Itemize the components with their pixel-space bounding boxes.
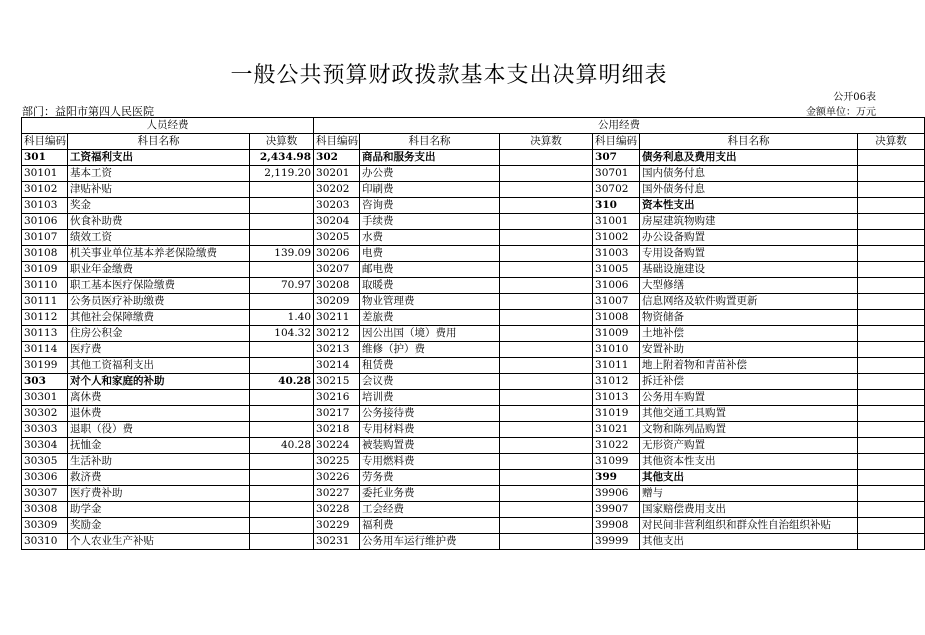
amount-cell — [858, 422, 925, 438]
name-cell: 物资储备 — [640, 310, 858, 326]
code-cell: 30307 — [22, 486, 68, 502]
code-cell: 30112 — [22, 310, 68, 326]
col-header-amount: 决算数 — [250, 134, 314, 150]
amount-cell — [500, 486, 593, 502]
amount-cell — [500, 534, 593, 550]
name-cell: 工资福利支出 — [68, 150, 250, 166]
code-cell: 31005 — [593, 262, 640, 278]
amount-cell — [500, 502, 593, 518]
name-cell: 其他交通工具购置 — [640, 406, 858, 422]
amount-cell — [500, 182, 593, 198]
code-cell: 31001 — [593, 214, 640, 230]
amount-cell — [500, 470, 593, 486]
name-cell: 国家赔偿费用支出 — [640, 502, 858, 518]
amount-cell — [858, 518, 925, 534]
code-cell: 30106 — [22, 214, 68, 230]
amount-cell — [500, 326, 593, 342]
col-header-amount: 决算数 — [858, 134, 925, 150]
code-cell: 30217 — [314, 406, 360, 422]
name-cell: 其他支出 — [640, 534, 858, 550]
expenditure-table — [21, 117, 925, 550]
name-cell: 专用设备购置 — [640, 246, 858, 262]
name-cell: 绩效工资 — [68, 230, 250, 246]
amount-cell — [500, 294, 593, 310]
amount-cell — [858, 310, 925, 326]
amount-cell: 1.40 — [250, 310, 314, 326]
code-cell: 30102 — [22, 182, 68, 198]
amount-cell — [500, 454, 593, 470]
code-cell: 31021 — [593, 422, 640, 438]
code-cell: 39999 — [593, 534, 640, 550]
amount-cell — [858, 390, 925, 406]
code-cell: 399 — [593, 470, 640, 486]
table-row — [22, 166, 925, 182]
code-cell: 30226 — [314, 470, 360, 486]
name-cell: 奖励金 — [68, 518, 250, 534]
code-cell: 39908 — [593, 518, 640, 534]
name-cell: 公务用车购置 — [640, 390, 858, 406]
code-cell: 31019 — [593, 406, 640, 422]
code-cell: 30306 — [22, 470, 68, 486]
amount-cell — [858, 454, 925, 470]
code-cell: 30227 — [314, 486, 360, 502]
unit-label: 金额单位：万元 — [806, 107, 876, 118]
table-tag: 公开06表 — [833, 92, 876, 103]
code-cell: 30212 — [314, 326, 360, 342]
table-row — [22, 182, 925, 198]
table-row — [22, 422, 925, 438]
name-cell: 住房公积金 — [68, 326, 250, 342]
amount-cell — [500, 422, 593, 438]
amount-cell — [500, 518, 593, 534]
amount-cell — [500, 438, 593, 454]
amount-cell — [858, 326, 925, 342]
code-cell: 30216 — [314, 390, 360, 406]
code-cell: 31012 — [593, 374, 640, 390]
name-cell: 安置补助 — [640, 342, 858, 358]
table-row — [22, 246, 925, 262]
amount-cell — [500, 390, 593, 406]
name-cell: 其他支出 — [640, 470, 858, 486]
table-row — [22, 438, 925, 454]
code-cell: 31009 — [593, 326, 640, 342]
code-cell: 30114 — [22, 342, 68, 358]
amount-cell: 70.97 — [250, 278, 314, 294]
name-cell: 电费 — [360, 246, 500, 262]
name-cell: 个人农业生产补贴 — [68, 534, 250, 550]
page-title: 一般公共预算财政拨款基本支出决算明细表 — [230, 63, 668, 88]
amount-cell — [858, 262, 925, 278]
table-row — [22, 374, 925, 390]
name-cell: 办公费 — [360, 166, 500, 182]
name-cell: 办公设备购置 — [640, 230, 858, 246]
name-cell: 拆迁补偿 — [640, 374, 858, 390]
code-cell: 30224 — [314, 438, 360, 454]
code-cell: 30215 — [314, 374, 360, 390]
name-cell: 救济费 — [68, 470, 250, 486]
table-row — [22, 214, 925, 230]
amount-cell — [500, 278, 593, 294]
col-header-code: 科目编码 — [22, 134, 68, 150]
amount-cell — [250, 486, 314, 502]
name-cell: 国外债务付息 — [640, 182, 858, 198]
name-cell: 公务用车运行维护费 — [360, 534, 500, 550]
table-row — [22, 518, 925, 534]
name-cell: 公务员医疗补助缴费 — [68, 294, 250, 310]
table-row — [22, 486, 925, 502]
name-cell: 债务利息及费用支出 — [640, 150, 858, 166]
amount-cell — [250, 406, 314, 422]
name-cell: 手续费 — [360, 214, 500, 230]
amount-cell — [858, 534, 925, 550]
amount-cell — [858, 502, 925, 518]
code-cell: 302 — [314, 150, 360, 166]
code-cell: 39907 — [593, 502, 640, 518]
amount-cell — [250, 182, 314, 198]
amount-cell — [250, 214, 314, 230]
code-cell: 30207 — [314, 262, 360, 278]
code-cell: 30229 — [314, 518, 360, 534]
name-cell: 基本工资 — [68, 166, 250, 182]
code-cell: 39906 — [593, 486, 640, 502]
name-cell: 水费 — [360, 230, 500, 246]
amount-cell — [500, 214, 593, 230]
code-cell: 30204 — [314, 214, 360, 230]
code-cell: 30310 — [22, 534, 68, 550]
name-cell: 资本性支出 — [640, 198, 858, 214]
amount-cell — [858, 438, 925, 454]
table-row — [22, 294, 925, 310]
name-cell: 工会经费 — [360, 502, 500, 518]
amount-cell: 2,434.98 — [250, 150, 314, 166]
code-cell: 30302 — [22, 406, 68, 422]
amount-cell — [250, 230, 314, 246]
amount-cell: 139.09 — [250, 246, 314, 262]
amount-cell: 104.32 — [250, 326, 314, 342]
name-cell: 其他工资福利支出 — [68, 358, 250, 374]
amount-cell — [250, 422, 314, 438]
code-cell: 31003 — [593, 246, 640, 262]
name-cell: 被装购置费 — [360, 438, 500, 454]
amount-cell — [250, 454, 314, 470]
code-cell: 31010 — [593, 342, 640, 358]
table-row — [22, 534, 925, 550]
amount-cell — [250, 262, 314, 278]
name-cell: 其他社会保障缴费 — [68, 310, 250, 326]
name-cell: 无形资产购置 — [640, 438, 858, 454]
name-cell: 津贴补贴 — [68, 182, 250, 198]
name-cell: 文物和陈列品购置 — [640, 422, 858, 438]
amount-cell — [858, 198, 925, 214]
name-cell: 会议费 — [360, 374, 500, 390]
name-cell: 基础设施建设 — [640, 262, 858, 278]
name-cell: 因公出国（境）费用 — [360, 326, 500, 342]
table-row — [22, 406, 925, 422]
name-cell: 土地补偿 — [640, 326, 858, 342]
amount-cell — [500, 166, 593, 182]
group-header-personnel: 人员经费 — [22, 118, 314, 134]
name-cell: 培训费 — [360, 390, 500, 406]
code-cell: 30111 — [22, 294, 68, 310]
amount-cell: 2,119.20 — [250, 166, 314, 182]
code-cell: 30701 — [593, 166, 640, 182]
table-row — [22, 326, 925, 342]
name-cell: 医疗费补助 — [68, 486, 250, 502]
col-header-code: 科目编码 — [314, 134, 360, 150]
code-cell: 30218 — [314, 422, 360, 438]
name-cell: 维修（护）费 — [360, 342, 500, 358]
table-row — [22, 230, 925, 246]
code-cell: 31099 — [593, 454, 640, 470]
amount-cell — [250, 342, 314, 358]
code-cell: 31011 — [593, 358, 640, 374]
table-row — [22, 358, 925, 374]
name-cell: 劳务费 — [360, 470, 500, 486]
table-row — [22, 198, 925, 214]
amount-cell — [500, 230, 593, 246]
code-cell: 30301 — [22, 390, 68, 406]
amount-cell — [500, 374, 593, 390]
code-cell: 30208 — [314, 278, 360, 294]
name-cell: 地上附着物和青苗补偿 — [640, 358, 858, 374]
code-cell: 31008 — [593, 310, 640, 326]
amount-cell — [858, 486, 925, 502]
name-cell: 取暖费 — [360, 278, 500, 294]
code-cell: 30211 — [314, 310, 360, 326]
amount-cell — [858, 294, 925, 310]
code-cell: 30213 — [314, 342, 360, 358]
col-header-amount: 决算数 — [500, 134, 593, 150]
code-cell: 30308 — [22, 502, 68, 518]
code-cell: 30304 — [22, 438, 68, 454]
amount-cell — [858, 230, 925, 246]
amount-cell — [858, 374, 925, 390]
col-header-name: 科目名称 — [68, 134, 250, 150]
amount-cell: 40.28 — [250, 438, 314, 454]
name-cell: 物业管理费 — [360, 294, 500, 310]
amount-cell — [250, 390, 314, 406]
name-cell: 信息网络及软件购置更新 — [640, 294, 858, 310]
code-cell: 30206 — [314, 246, 360, 262]
name-cell: 职工基本医疗保险缴费 — [68, 278, 250, 294]
code-cell: 30110 — [22, 278, 68, 294]
name-cell: 对民间非营利组织和群众性自治组织补贴 — [640, 518, 858, 534]
amount-cell — [858, 470, 925, 486]
amount-cell — [250, 518, 314, 534]
amount-cell — [500, 198, 593, 214]
code-cell: 30702 — [593, 182, 640, 198]
code-cell: 303 — [22, 374, 68, 390]
amount-cell — [250, 198, 314, 214]
name-cell: 邮电费 — [360, 262, 500, 278]
name-cell: 奖金 — [68, 198, 250, 214]
amount-cell — [500, 310, 593, 326]
code-cell: 30108 — [22, 246, 68, 262]
name-cell: 商品和服务支出 — [360, 150, 500, 166]
name-cell: 医疗费 — [68, 342, 250, 358]
amount-cell — [500, 150, 593, 166]
name-cell: 退职（役）费 — [68, 422, 250, 438]
code-cell: 30305 — [22, 454, 68, 470]
amount-cell — [250, 534, 314, 550]
amount-cell — [250, 358, 314, 374]
name-cell: 伙食补助费 — [68, 214, 250, 230]
code-cell: 30309 — [22, 518, 68, 534]
code-cell: 310 — [593, 198, 640, 214]
code-cell: 30101 — [22, 166, 68, 182]
name-cell: 委托业务费 — [360, 486, 500, 502]
amount-cell — [500, 358, 593, 374]
code-cell: 30231 — [314, 534, 360, 550]
name-cell: 差旅费 — [360, 310, 500, 326]
name-cell: 房屋建筑物购建 — [640, 214, 858, 230]
code-cell: 30103 — [22, 198, 68, 214]
table-row — [22, 150, 925, 166]
code-cell: 30107 — [22, 230, 68, 246]
amount-cell — [858, 166, 925, 182]
amount-cell — [858, 358, 925, 374]
table-row — [22, 262, 925, 278]
amount-cell — [858, 150, 925, 166]
name-cell: 国内债务付息 — [640, 166, 858, 182]
name-cell: 大型修缮 — [640, 278, 858, 294]
code-cell: 30303 — [22, 422, 68, 438]
code-cell: 307 — [593, 150, 640, 166]
code-cell: 30225 — [314, 454, 360, 470]
table-row — [22, 278, 925, 294]
name-cell: 离休费 — [68, 390, 250, 406]
code-cell: 30228 — [314, 502, 360, 518]
table-row — [22, 310, 925, 326]
amount-cell — [858, 214, 925, 230]
table-row — [22, 390, 925, 406]
col-header-name: 科目名称 — [640, 134, 858, 150]
code-cell: 31002 — [593, 230, 640, 246]
col-header-name: 科目名称 — [360, 134, 500, 150]
table-row — [22, 502, 925, 518]
table-row — [22, 342, 925, 358]
name-cell: 公务接待费 — [360, 406, 500, 422]
name-cell: 赠与 — [640, 486, 858, 502]
amount-cell — [500, 342, 593, 358]
name-cell: 专用燃料费 — [360, 454, 500, 470]
name-cell: 生活补助 — [68, 454, 250, 470]
col-header-code: 科目编码 — [593, 134, 640, 150]
name-cell: 咨询费 — [360, 198, 500, 214]
name-cell: 印刷费 — [360, 182, 500, 198]
code-cell: 31013 — [593, 390, 640, 406]
name-cell: 抚恤金 — [68, 438, 250, 454]
group-header-public: 公用经费 — [314, 118, 925, 134]
department-label: 部门：益阳市第四人民医院 — [22, 105, 154, 118]
code-cell: 30199 — [22, 358, 68, 374]
code-cell: 30109 — [22, 262, 68, 278]
amount-cell: 40.28 — [250, 374, 314, 390]
amount-cell — [500, 262, 593, 278]
name-cell: 职业年金缴费 — [68, 262, 250, 278]
amount-cell — [858, 342, 925, 358]
code-cell: 31022 — [593, 438, 640, 454]
code-cell: 30201 — [314, 166, 360, 182]
name-cell: 其他资本性支出 — [640, 454, 858, 470]
amount-cell — [858, 278, 925, 294]
code-cell: 31006 — [593, 278, 640, 294]
amount-cell — [500, 406, 593, 422]
name-cell: 福利费 — [360, 518, 500, 534]
code-cell: 30214 — [314, 358, 360, 374]
name-cell: 助学金 — [68, 502, 250, 518]
amount-cell — [250, 502, 314, 518]
name-cell: 退休费 — [68, 406, 250, 422]
table-row — [22, 454, 925, 470]
amount-cell — [858, 246, 925, 262]
code-cell: 30203 — [314, 198, 360, 214]
code-cell: 31007 — [593, 294, 640, 310]
amount-cell — [858, 182, 925, 198]
amount-cell — [250, 294, 314, 310]
table-row — [22, 470, 925, 486]
code-cell: 30205 — [314, 230, 360, 246]
code-cell: 30113 — [22, 326, 68, 342]
name-cell: 对个人和家庭的补助 — [68, 374, 250, 390]
code-cell: 30209 — [314, 294, 360, 310]
name-cell: 租赁费 — [360, 358, 500, 374]
name-cell: 专用材料费 — [360, 422, 500, 438]
code-cell: 30202 — [314, 182, 360, 198]
amount-cell — [250, 470, 314, 486]
amount-cell — [500, 246, 593, 262]
code-cell: 301 — [22, 150, 68, 166]
name-cell: 机关事业单位基本养老保险缴费 — [68, 246, 250, 262]
amount-cell — [858, 406, 925, 422]
